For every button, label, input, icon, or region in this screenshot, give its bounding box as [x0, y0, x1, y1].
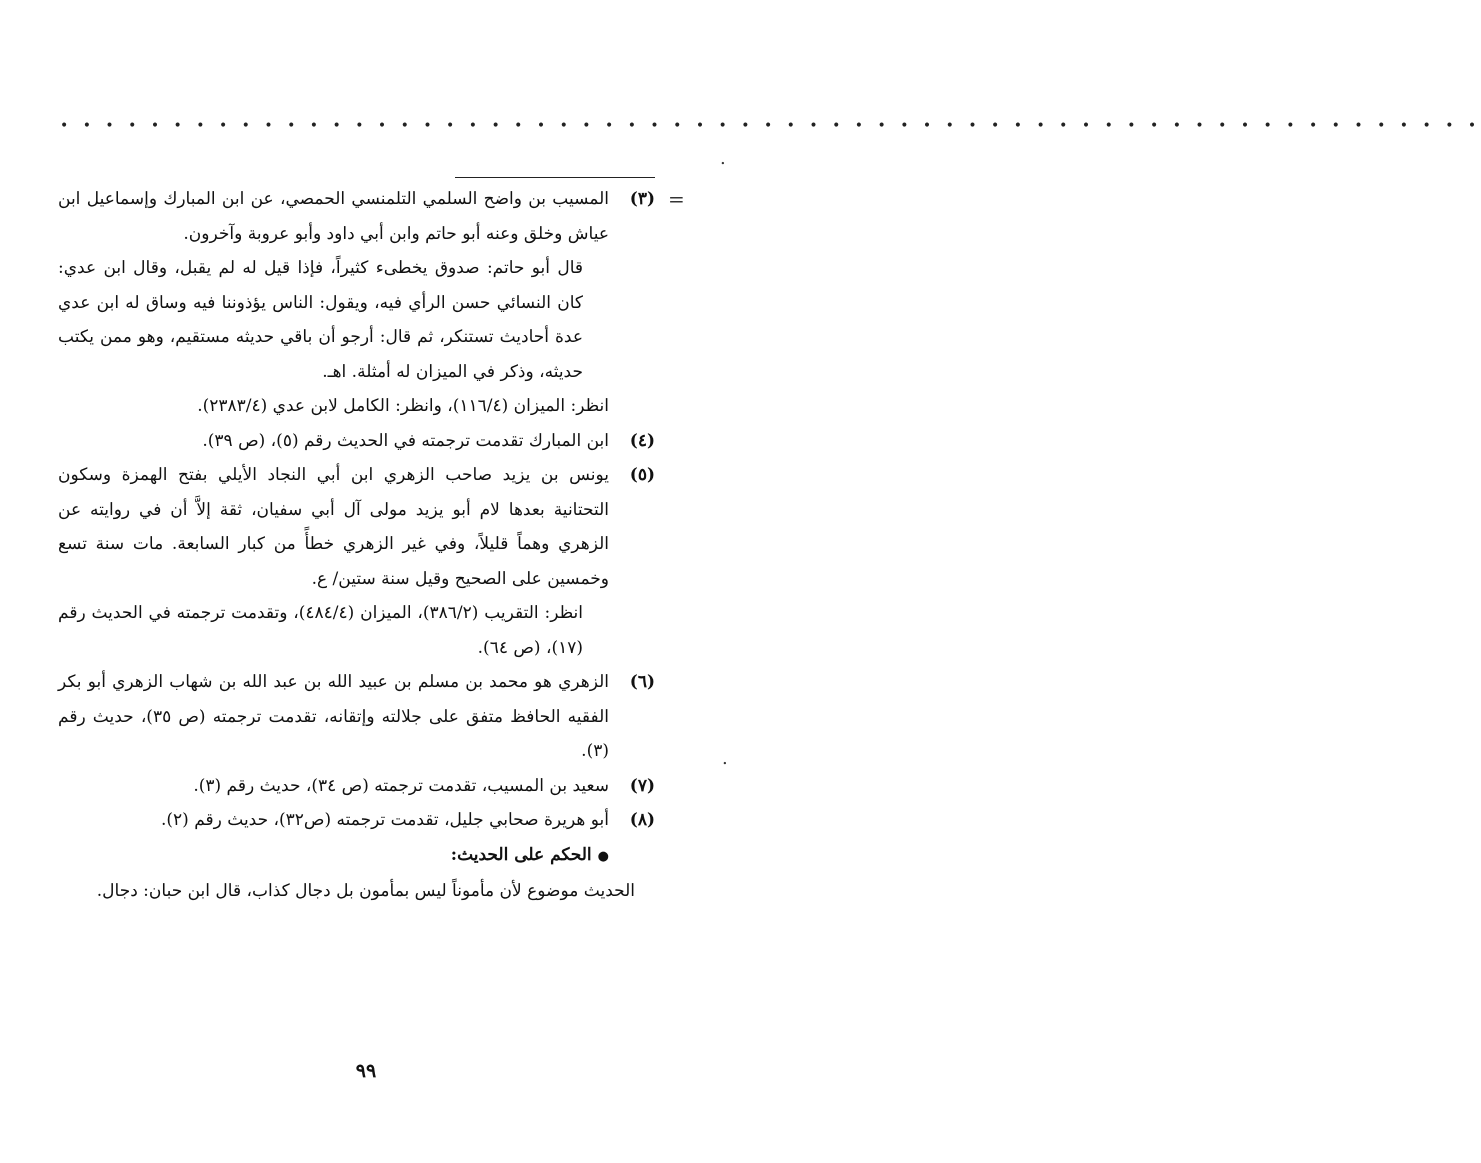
page-number: ٩٩: [355, 1060, 377, 1082]
footnote-number: (٥): [629, 465, 655, 485]
footnote-text: [58, 182, 609, 424]
footnote-3: [58, 182, 655, 424]
dotted-separator: • • • • • • • • • • • • • • • • • • • • • • • • • • • • • • • • • • • • • • • • • • • • • • • • • • • • • • • • • • • • • • •: [60, 118, 1481, 134]
footnote-text: [58, 665, 609, 769]
ruling-heading-text: الحكم على الحديث:: [450, 844, 592, 865]
bullet-icon: ●: [597, 848, 609, 864]
narrator-entry: ابن المبارك تقدمت ترجمته في الحديث رقم (٥)، (ص ٣٩).: [202, 430, 609, 451]
footnote-text: [58, 803, 609, 838]
narrator-entry: سعيد بن المسيب، تقدمت ترجمته (ص ٣٤)، حديث رقم (٣).: [193, 775, 609, 796]
reference-line: انظر: التقريب (٣٨٦/٢)، الميزان (٤٨٤/٤)، وتقدمت ترجمته في الحديث رقم (١٧)، (ص ٦٤).: [58, 603, 583, 658]
footnote-4: [58, 424, 655, 459]
footnote-text: [58, 458, 609, 665]
footnote-number: (٣): [629, 189, 655, 209]
margin-dot: .: [722, 748, 728, 769]
footnote-6: [58, 665, 655, 769]
footnote-7: [58, 769, 655, 804]
footnote-8: [58, 803, 655, 838]
footnotes-body: [58, 182, 655, 909]
margin-dot: .: [720, 148, 726, 169]
ruling-heading: [58, 838, 655, 875]
narrator-entry: المسيب بن واضح السلمي التلمنسي الحمصي، عن ابن المبارك وإسماعيل ابن عياش وخلق وعنه أبو حاتم وابن أبي داود وأبو عروبة وآخرون.: [58, 189, 609, 244]
narrator-entry: الزهري هو محمد بن مسلم بن عبيد الله بن عبد الله بن شهاب الزهري أبو بكر الفقيه الحافظ متفق على جلالته وإتقانه، تقدمت ترجمته (ص ٣٥)، حديث رقم (٣).: [58, 672, 609, 761]
narrator-entry: يونس بن يزيد صاحب الزهري ابن أبي النجاد الأيلي بفتح الهمزة وسكون التحتانية بعدها لام أبو يزيد مولى آل أبي سفيان، ثقة إلاَّ أن في روايته عن الزهري وهماً قليلاً، وفي غير الزهري خطأً من كبار السابعة. مات سنة تسع وخمسين على الصحيح وقيل سنة ستين/ ع.: [58, 465, 609, 589]
narrator-entry: أبو هريرة صحابي جليل، تقدمت ترجمته (ص٣٢)، حديث رقم (٢).: [160, 810, 609, 830]
continuation-mark: =: [668, 187, 685, 211]
ruling-text: الحديث موضوع لأن مأموناً ليس بمأمون بل دجال كذاب، قال ابن حبان: دجال.: [96, 881, 635, 901]
footnote-text: [58, 424, 609, 459]
footnote-number: (٨): [629, 810, 655, 830]
footnote-number: (٧): [629, 775, 655, 796]
footnote-rule: [455, 177, 655, 178]
footnote-number: (٦): [629, 672, 655, 692]
footnote-text: [58, 769, 609, 804]
reference-line: انظر: الميزان (١١٦/٤)، وانظر: الكامل لابن عدي (٢٣٨٣/٤).: [197, 396, 609, 416]
footnote-5: [58, 458, 655, 665]
footnote-number: (٤): [629, 430, 655, 451]
narrator-assessment: قال أبو حاتم: صدوق يخطىء كثيراً، فإذا قيل له لم يقبل، وقال ابن عدي: كان النسائي حسن الرأي فيه، ويقول: الناس يؤذوننا فيه وساق له ابن عدي عدة أحاديث تستنكر، ثم قال: أرجو أن باقي حديثه مستقيم، وهو ممن يكتب حديثه، وذكر في الميزان له أمثلة. اهـ.: [58, 258, 583, 382]
